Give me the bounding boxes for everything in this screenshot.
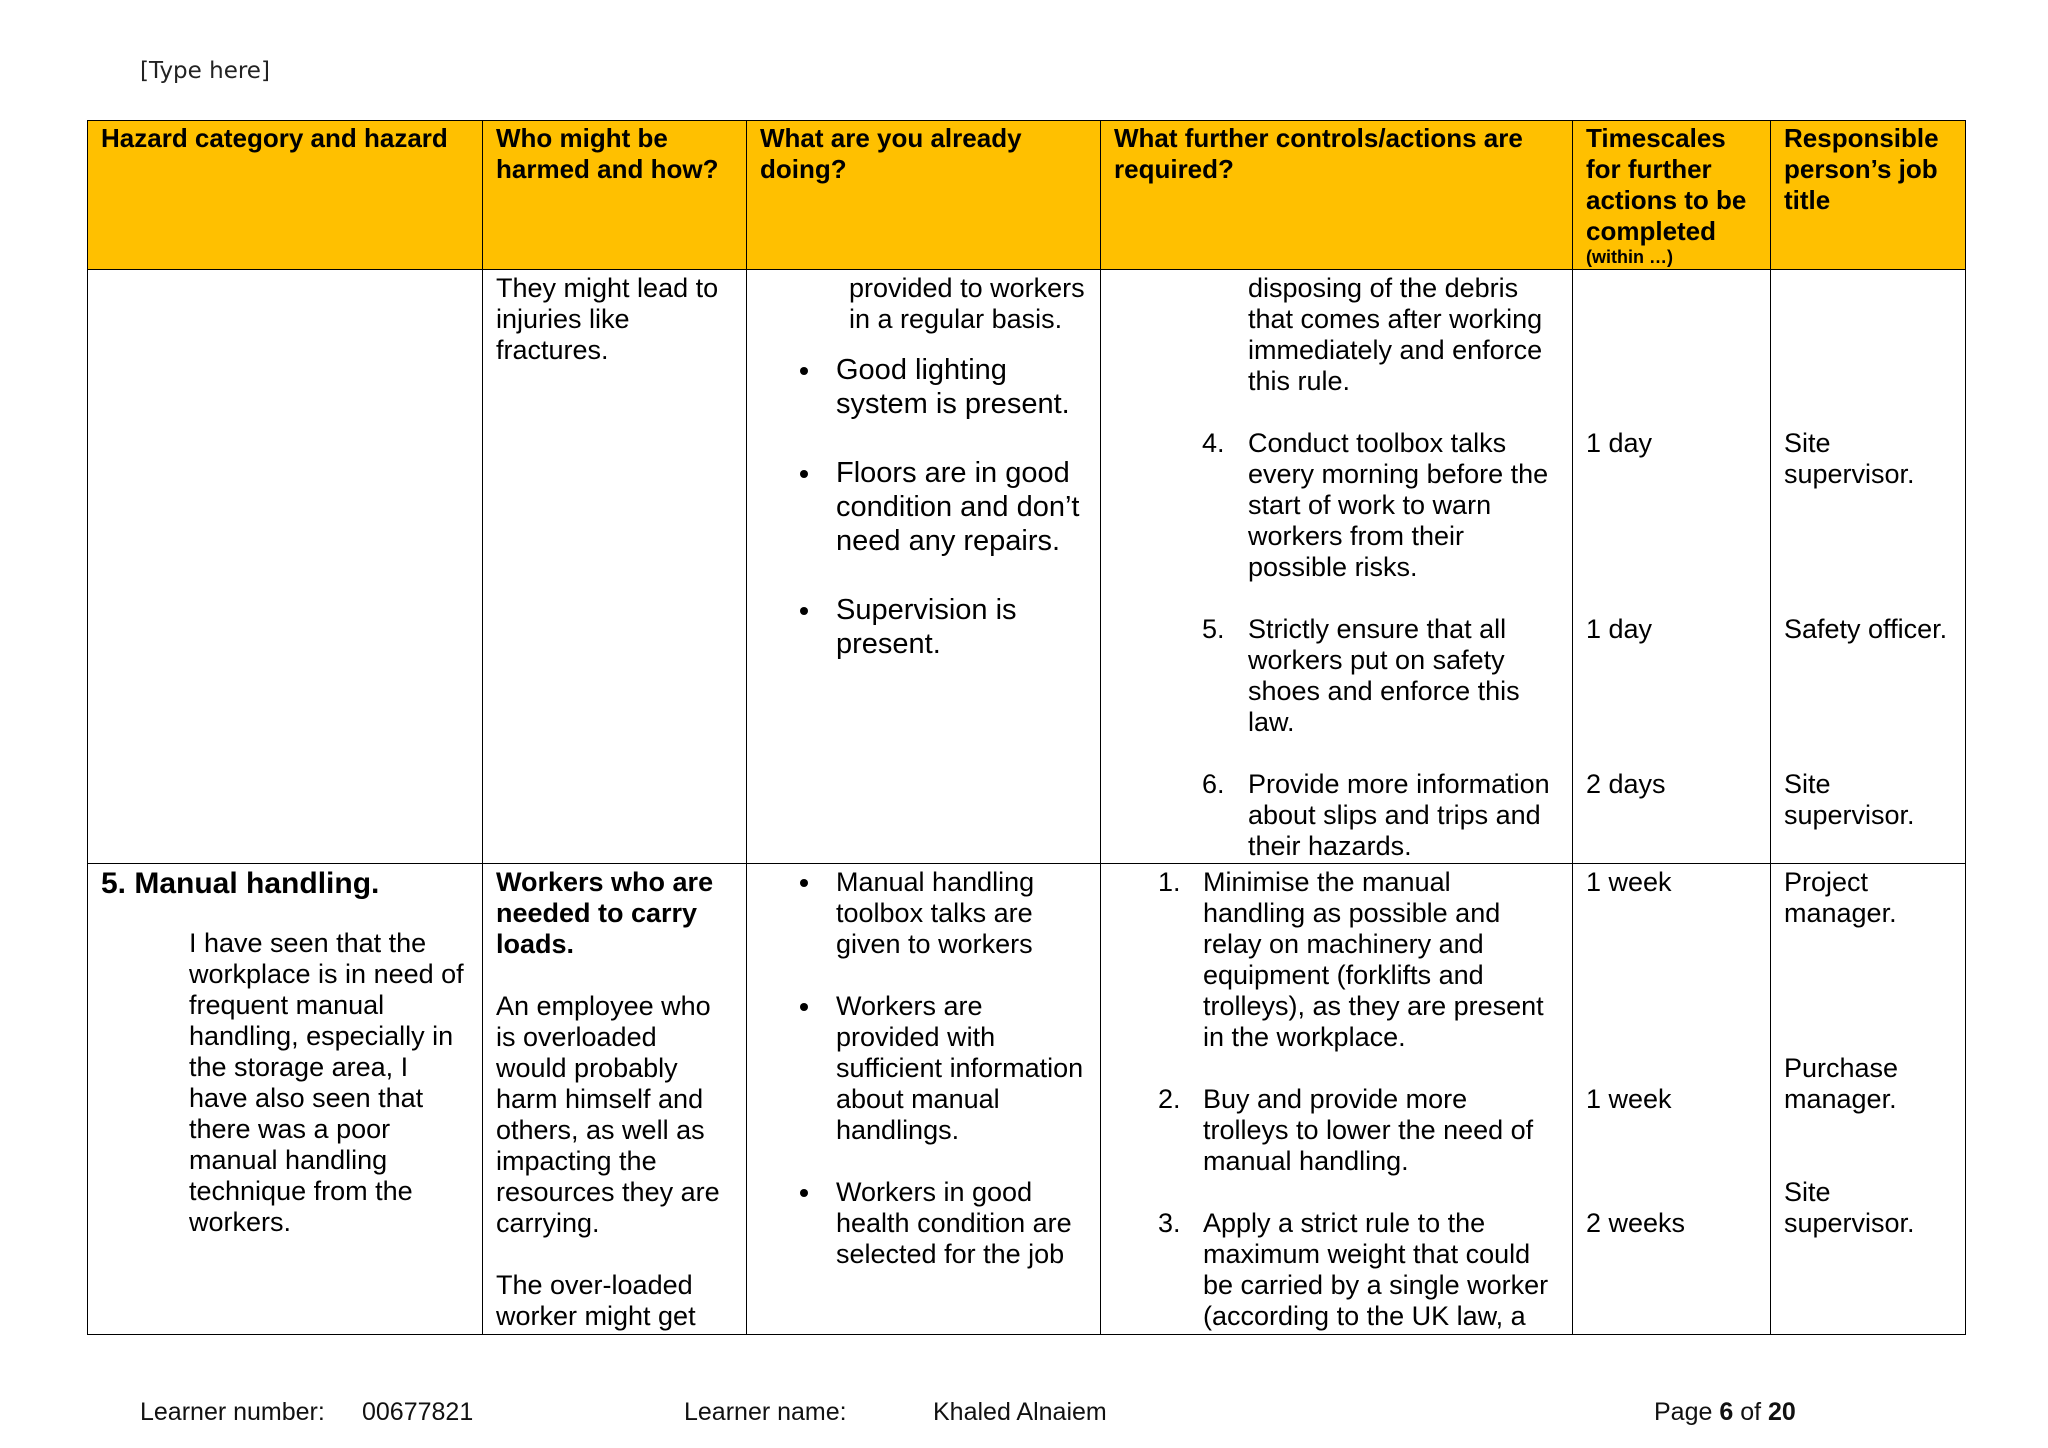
row2-time-cell bbox=[1573, 864, 1771, 1335]
action-number: 4. bbox=[1202, 428, 1225, 458]
header-who: Who might be harmed and how? bbox=[483, 121, 747, 270]
list-item: • Manual handling toolbox talks are given to workers bbox=[823, 867, 1087, 960]
list-item: • Workers are provided with sufficient information about manual handlings. bbox=[823, 991, 1087, 1146]
timescale: 1 week bbox=[1586, 867, 1672, 897]
row1-person-cell bbox=[1771, 270, 1966, 864]
learner-number: 00677821 bbox=[362, 1398, 474, 1426]
header-responsible: Responsible person’s job title bbox=[1771, 121, 1966, 270]
row1-further-continued: disposing of the debris that comes after working immediately and enforce this rule. bbox=[1248, 273, 1543, 396]
list-item: • Supervision is present. bbox=[823, 593, 1087, 661]
action-number: 6. bbox=[1202, 769, 1225, 799]
header-placeholder: [Type here] bbox=[140, 58, 270, 84]
row1-further-cell bbox=[1101, 270, 1573, 864]
row1-time-cell bbox=[1573, 270, 1771, 864]
responsible-person: Site supervisor. bbox=[1784, 1177, 1915, 1238]
who-harmed-description: An employee who is overloaded would probably harm himself and others, as well as impacting the resources they are carrying. bbox=[496, 991, 720, 1238]
table-header-row bbox=[88, 121, 1966, 270]
action-text: Minimise the manual handling as possible and relay on machinery and equipment (forklifts and trolleys), as they are present in the workplace. bbox=[1203, 867, 1544, 1052]
list-item: • Floors are in good condition and don’t need any repairs. bbox=[823, 456, 1087, 558]
timescale: 2 weeks bbox=[1586, 1208, 1686, 1238]
page-total: 20 bbox=[1768, 1398, 1796, 1426]
responsible-person: Safety officer. bbox=[1784, 614, 1948, 644]
timescale: 2 days bbox=[1586, 769, 1666, 799]
list-item: • Workers in good health condition are selected for the job bbox=[823, 1177, 1087, 1270]
responsible-person: Project manager. bbox=[1784, 867, 1897, 928]
timescale: 1 day bbox=[1586, 428, 1653, 458]
list-item bbox=[1158, 1208, 1559, 1332]
list-item bbox=[1158, 1084, 1559, 1177]
timescale: 1 week bbox=[1586, 1084, 1672, 1114]
hazard-title: 5. Manual handling. bbox=[101, 867, 380, 900]
action-number: 5. bbox=[1202, 614, 1225, 644]
table-row bbox=[88, 864, 1966, 1335]
responsible-person: Site supervisor. bbox=[1784, 428, 1915, 489]
who-harmed-bold: Workers who are needed to carry loads. bbox=[496, 867, 714, 959]
row1-doing-continued: provided to workers in a regular basis. bbox=[849, 273, 1085, 334]
row2-further-cell bbox=[1101, 864, 1573, 1335]
list-item bbox=[1158, 867, 1559, 1053]
action-text: Buy and provide more trolleys to lower the need of manual handling. bbox=[1203, 1084, 1534, 1176]
list-item bbox=[1159, 428, 1559, 583]
row1-doing-cell bbox=[747, 270, 1101, 864]
action-number: 2. bbox=[1158, 1084, 1181, 1114]
responsible-person: Purchase manager. bbox=[1784, 1053, 1899, 1114]
list-item bbox=[1159, 769, 1559, 862]
header-doing: What are you already doing? bbox=[747, 121, 1101, 270]
row2-doing-cell bbox=[747, 864, 1101, 1335]
row2-hazard-cell bbox=[88, 864, 483, 1335]
page-current: 6 bbox=[1719, 1398, 1734, 1426]
timescale: 1 day bbox=[1586, 614, 1653, 644]
row2-person-cell bbox=[1771, 864, 1966, 1335]
list-item: • Good lighting system is present. bbox=[823, 353, 1087, 421]
row1-who-text: They might lead to injuries like fractures. bbox=[496, 273, 719, 365]
row1-who-cell bbox=[483, 270, 747, 864]
header-hazard: Hazard category and hazard bbox=[88, 121, 483, 270]
learner-name-label: Learner name: bbox=[684, 1398, 847, 1426]
list-item bbox=[1159, 614, 1559, 738]
row1-hazard-cell bbox=[88, 270, 483, 864]
action-text: Conduct toolbox talks every morning before the start of work to warn workers from their possible risks. bbox=[1248, 428, 1549, 582]
page-label: Page bbox=[1654, 1398, 1713, 1426]
action-number: 3. bbox=[1158, 1208, 1181, 1238]
who-harmed-continued: The over-loaded worker might get bbox=[496, 1270, 696, 1331]
learner-number-label: Learner number: bbox=[140, 1398, 325, 1426]
responsible-person: Site supervisor. bbox=[1784, 769, 1915, 830]
header-timescales-sub: (within …) bbox=[1586, 247, 1673, 267]
page-of: of bbox=[1740, 1398, 1762, 1426]
header-timescales-text: Timescales for further actions to be completed bbox=[1586, 123, 1747, 246]
action-text: Apply a strict rule to the maximum weight that could be carried by a single worker (according to the UK law, a bbox=[1203, 1208, 1549, 1331]
header-timescales bbox=[1573, 121, 1771, 270]
table-row bbox=[88, 270, 1966, 864]
page-number bbox=[1654, 1398, 1796, 1427]
action-text: Strictly ensure that all workers put on safety shoes and enforce this law. bbox=[1248, 614, 1520, 737]
action-text: Provide more information about slips and trips and their hazards. bbox=[1248, 769, 1550, 861]
header-further: What further controls/actions are required? bbox=[1101, 121, 1573, 270]
row2-who-cell bbox=[483, 864, 747, 1335]
action-number: 1. bbox=[1158, 867, 1181, 897]
learner-name: Khaled Alnaiem bbox=[933, 1398, 1107, 1426]
risk-assessment-table bbox=[87, 120, 1966, 1335]
hazard-description: I have seen that the workplace is in need of frequent manual handling, especially in the storage area, I have also seen that there was a poor manual handling technique from the workers. bbox=[189, 928, 464, 1237]
